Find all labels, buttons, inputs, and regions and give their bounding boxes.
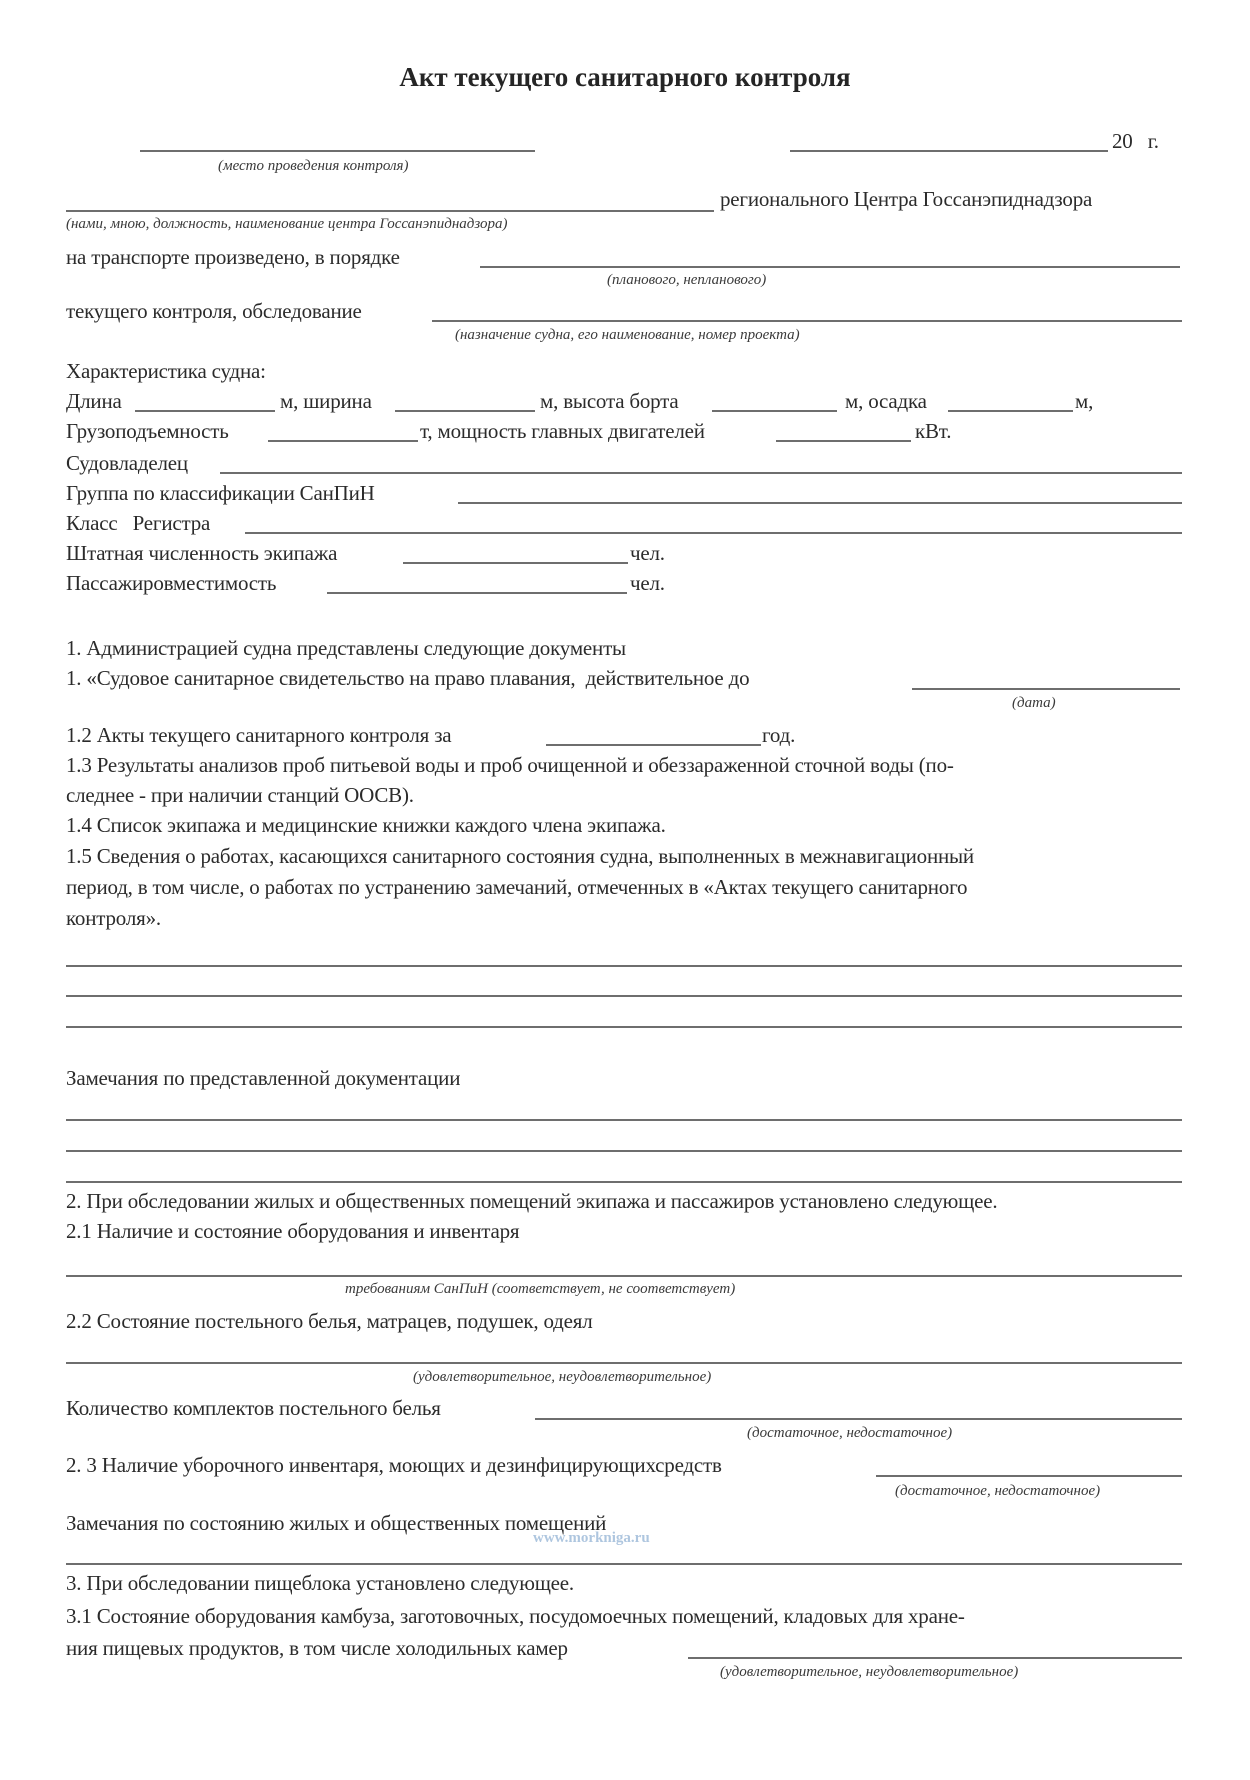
cleaning-supplies-hint: (достаточное, недостаточное): [895, 1483, 1101, 1499]
section2-item3: 2. 3 Наличие уборочного инвентаря, моющих и дезинфицирующихсредств: [66, 1453, 722, 1477]
certificate-date-field[interactable]: [912, 688, 1180, 690]
owner-label: Судовладелец: [66, 451, 188, 475]
inspector-hint: (нами, мною, должность, наименование центра Госсанэпиднадзора): [66, 216, 508, 232]
section1-item3-line2: следнее - при наличии станций ООСВ).: [66, 783, 414, 807]
inspector-field[interactable]: [66, 210, 714, 212]
date-field[interactable]: [790, 150, 1108, 152]
premises-remarks-label: Замечания по состоянию жилых и общественных помещений: [66, 1511, 607, 1535]
draft-unit: м,: [1075, 389, 1094, 413]
galley-condition-field[interactable]: [688, 1657, 1182, 1659]
width-label: м, ширина: [280, 389, 372, 413]
board-field[interactable]: [712, 410, 837, 412]
bedding-condition-hint: (удовлетворительное, неудовлетворительное): [413, 1369, 712, 1385]
group-label: Группа по классификации СанПиН: [66, 481, 375, 505]
linen-label: Количество комплектов постельного белья: [66, 1396, 441, 1420]
place-field[interactable]: [140, 150, 535, 152]
section1-item4: 1.4 Список экипажа и медицинские книжки каждого члена экипажа.: [66, 813, 666, 837]
vessel-field[interactable]: [432, 320, 1182, 322]
transport-label: на транспорте произведено, в порядке: [66, 245, 400, 269]
section3-heading: 3. При обследовании пищеблока установлено следующее.: [66, 1571, 574, 1595]
documentation-remarks-line-3[interactable]: [66, 1181, 1182, 1183]
draft-field[interactable]: [948, 410, 1073, 412]
class-field[interactable]: [245, 532, 1182, 534]
place-hint: (место проведения контроля): [218, 158, 409, 174]
vessel-hint: (назначение судна, его наименование, номер проекта): [455, 327, 800, 343]
draft-label: м, осадка: [845, 389, 927, 413]
length-field[interactable]: [135, 410, 275, 412]
documentation-remarks-line-1[interactable]: [66, 1119, 1182, 1121]
passengers-field[interactable]: [327, 592, 627, 594]
capacity-field[interactable]: [268, 440, 418, 442]
center-text: регионального Центра Госсанэпиднадзора: [720, 187, 1093, 211]
vessel-heading: Характеристика судна:: [66, 359, 266, 383]
watermark: www.morkniga.ru: [533, 1530, 650, 1546]
section1-item3-line1: 1.3 Результаты анализов проб питьевой воды и проб очищенной и обеззараженной сточной воды (по-: [66, 753, 954, 777]
passengers-unit: чел.: [630, 571, 665, 595]
section1-notes-line-3[interactable]: [66, 1026, 1182, 1028]
section1-item5-line1: 1.5 Сведения о работах, касающихся санитарного состояния судна, выполненных в межнавигационный: [66, 844, 974, 868]
section1-item2-suffix: год.: [762, 723, 796, 747]
class-label: Класс Регистра: [66, 511, 211, 535]
power-field[interactable]: [776, 440, 911, 442]
board-label: м, высота борта: [540, 389, 679, 413]
premises-remarks-line[interactable]: [66, 1563, 1182, 1565]
owner-field[interactable]: [220, 472, 1182, 474]
crew-label: Штатная численность экипажа: [66, 541, 338, 565]
galley-condition-hint: (удовлетворительное, неудовлетворительное): [720, 1664, 1019, 1680]
section3-item1-line1: 3.1 Состояние оборудования камбуза, заготовочных, посудомоечных помещений, кладовых для хране-: [66, 1604, 965, 1628]
order-hint: (планового, непланового): [607, 272, 767, 288]
order-field[interactable]: [480, 266, 1180, 268]
year-suffix: 20 г.: [1112, 129, 1159, 153]
power-label: т, мощность главных двигателей: [420, 419, 705, 443]
equipment-field[interactable]: [66, 1275, 1182, 1277]
bedding-condition-field[interactable]: [66, 1362, 1182, 1364]
section1-item1: 1. «Судовое санитарное свидетельство на право плавания, действительное до: [66, 666, 750, 690]
section1-item5-line2: период, в том числе, о работах по устранению замечаний, отмеченных в «Актах текущего санитарного: [66, 875, 968, 899]
length-label: Длина: [66, 389, 122, 413]
crew-unit: чел.: [630, 541, 665, 565]
documentation-remarks-label: Замечания по представленной документации: [66, 1066, 461, 1090]
section1-heading: 1. Администрацией судна представлены следующие документы: [66, 636, 626, 660]
crew-field[interactable]: [403, 562, 628, 564]
equipment-hint: требованиям СанПиН (соответствует, не соответствует): [345, 1281, 736, 1297]
section2-item2: 2.2 Состояние постельного белья, матрацев, подушек, одеял: [66, 1309, 593, 1333]
power-unit: кВт.: [915, 419, 952, 443]
group-field[interactable]: [458, 502, 1182, 504]
section1-notes-line-1[interactable]: [66, 965, 1182, 967]
linen-hint: (достаточное, недостаточное): [747, 1425, 953, 1441]
linen-field[interactable]: [535, 1418, 1182, 1420]
acts-year-field[interactable]: [546, 744, 761, 746]
document-title: Акт текущего санитарного контроля: [399, 62, 851, 92]
inspection-label: текущего контроля, обследование: [66, 299, 362, 323]
width-field[interactable]: [395, 410, 535, 412]
section1-notes-line-2[interactable]: [66, 995, 1182, 997]
section1-item2-label: 1.2 Акты текущего санитарного контроля за: [66, 723, 452, 747]
section1-item5-line3: контроля».: [66, 906, 161, 930]
section2-item1: 2.1 Наличие и состояние оборудования и инвентаря: [66, 1219, 520, 1243]
passengers-label: Пассажировместимость: [66, 571, 277, 595]
date-hint: (дата): [1012, 695, 1056, 711]
capacity-label: Грузоподъемность: [66, 419, 229, 443]
section2-heading: 2. При обследовании жилых и общественных помещений экипажа и пассажиров установлено следующее.: [66, 1189, 998, 1213]
cleaning-supplies-field[interactable]: [876, 1475, 1182, 1477]
documentation-remarks-line-2[interactable]: [66, 1150, 1182, 1152]
section3-item1-line2: ния пищевых продуктов, в том числе холодильных камер: [66, 1636, 568, 1660]
